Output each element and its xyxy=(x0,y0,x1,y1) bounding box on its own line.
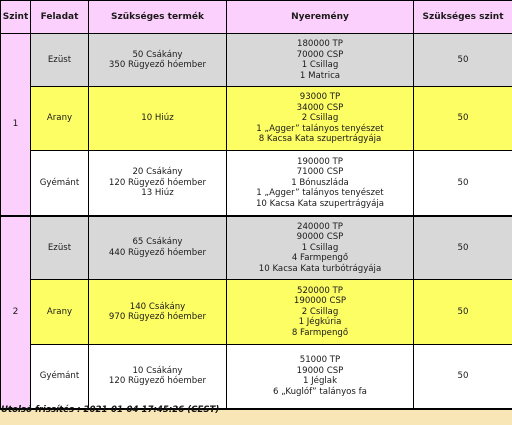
reward-line: 180000 TP xyxy=(297,39,343,49)
reward-line: 93000 TP xyxy=(299,92,341,103)
reward-line: 10 Kacsa Kata turbótrágyája xyxy=(258,263,382,274)
product-cell xyxy=(89,280,227,345)
task-cell: Arany xyxy=(31,87,89,151)
product-line: 10 Hiúz xyxy=(141,113,174,124)
header-task: Feladat xyxy=(31,1,89,34)
reward-line: 1 Jéglak xyxy=(302,376,338,387)
product-line: 120 Rügyező hóember xyxy=(108,177,207,188)
header-row xyxy=(1,1,512,34)
required-level-cell: 50 xyxy=(414,34,512,87)
reward-cell xyxy=(227,34,414,87)
last-updated: Utolsó frissítés : 2021-01-04 17:45:26 (CEST) xyxy=(1,405,220,415)
table-row xyxy=(1,345,512,409)
reward-line: 70000 CSP xyxy=(296,49,344,60)
reward-line: 19000 CSP xyxy=(296,365,344,376)
table-row xyxy=(1,151,512,216)
reward-line: 1 Jégkúria xyxy=(298,317,342,328)
product-line: 13 Hiúz xyxy=(141,188,174,198)
reward-line: 190000 TP xyxy=(297,156,343,167)
reward-line: 1 „Agger” talányos tenyészet xyxy=(256,188,384,198)
reward-line: 4 Farmpengő xyxy=(291,253,349,263)
reward-cell xyxy=(227,216,414,280)
header-reward: Nyeremény xyxy=(227,1,414,34)
product-cell xyxy=(89,345,227,409)
reward-cell xyxy=(227,87,414,151)
header-level: Szint xyxy=(1,1,31,34)
table-row xyxy=(1,87,512,151)
reward-line: 71000 CSP xyxy=(296,167,344,177)
task-cell: Gyémánt xyxy=(31,345,89,409)
reward-cell xyxy=(227,280,414,345)
reward-line: 8 Farmpengő xyxy=(291,327,349,338)
reward-line: 90000 CSP xyxy=(296,232,344,242)
product-line: 65 Csákány xyxy=(132,237,183,248)
product-line: 140 Csákány xyxy=(129,301,186,312)
reward-line: 1 Csillag xyxy=(301,60,339,70)
reward-line: 51000 TP xyxy=(299,355,341,366)
reward-line: 190000 CSP xyxy=(293,296,347,307)
reward-line: 34000 CSP xyxy=(296,102,344,113)
required-level-cell: 50 xyxy=(414,151,512,216)
required-level-cell: 50 xyxy=(414,280,512,345)
product-line: 970 Rügyező hóember xyxy=(108,312,207,322)
reward-line: 2 Csillag xyxy=(301,306,339,317)
product-cell xyxy=(89,216,227,280)
table-body xyxy=(1,34,512,409)
product-cell xyxy=(89,151,227,216)
task-cell: Ezüst xyxy=(31,34,89,87)
header-required-level: Szükséges szint xyxy=(414,1,512,34)
required-level-cell: 50 xyxy=(414,345,512,409)
level-cell: 2 xyxy=(1,216,31,409)
task-cell: Gyémánt xyxy=(31,151,89,216)
reward-line: 1 Csillag xyxy=(301,242,339,253)
reward-line: 240000 TP xyxy=(297,221,343,232)
task-cell: Ezüst xyxy=(31,216,89,280)
reward-line: 1 „Agger” talányos tenyészet xyxy=(256,123,384,134)
reward-line: 10 Kacsa Kata szupertrágyája xyxy=(255,198,385,209)
reward-line: 6 „Kuglóf” talányos fa xyxy=(273,386,367,397)
required-level-cell: 50 xyxy=(414,216,512,280)
reward-cell xyxy=(227,345,414,409)
product-line: 120 Rügyező hóember xyxy=(108,376,207,387)
table-row xyxy=(1,34,512,87)
product-line: 440 Rügyező hóember xyxy=(108,247,207,258)
product-cell xyxy=(89,87,227,151)
reward-line: 1 Matrica xyxy=(299,70,341,81)
reward-line: 1 Bónuszláda xyxy=(291,177,349,188)
table-row xyxy=(1,280,512,345)
product-line: 10 Csákány xyxy=(132,365,183,376)
task-cell: Arany xyxy=(31,280,89,345)
reward-line: 2 Csillag xyxy=(301,113,339,124)
table-row xyxy=(1,216,512,280)
reward-line: 520000 TP xyxy=(297,285,343,296)
reward-cell xyxy=(227,151,414,216)
reward-line: 8 Kacsa Kata szupertrágyája xyxy=(258,134,382,145)
required-level-cell: 50 xyxy=(414,87,512,151)
level-cell: 1 xyxy=(1,34,31,216)
header-product: Szükséges termék xyxy=(89,1,227,34)
product-cell xyxy=(89,34,227,87)
product-line: 350 Rügyező hóember xyxy=(108,60,207,70)
product-line: 20 Csákány xyxy=(132,167,183,177)
product-line: 50 Csákány xyxy=(132,49,183,60)
